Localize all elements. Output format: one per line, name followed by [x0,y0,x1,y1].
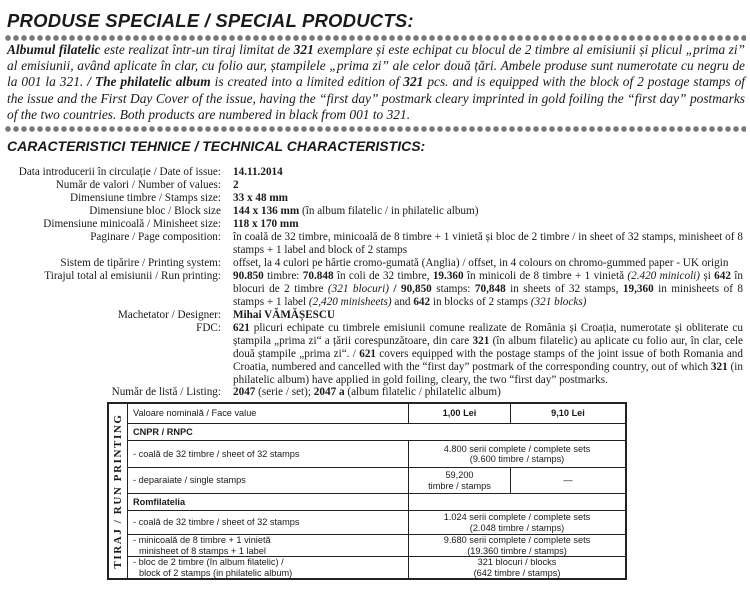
table-vertical-label: TIRAJ / RUN PRINTING [109,404,128,578]
table-row-label: - coală de 32 timbre / sheet of 32 stamps [127,441,409,468]
dotted-divider [4,34,746,42]
table-row-value: 321 blocuri / blocks (642 timbre / stamps) [473,557,561,578]
section-title-technical: CARACTERISTICI TEHNICE / TECHNICAL CHARACTERISTICS: [7,138,426,154]
section-cnpr: CNPR / RNPC [127,424,625,441]
table-row-value: 9.680 serii complete / complete sets (19.360 timbre / stamps) [409,535,625,557]
table-row-value: 59,200 timbre / stamps [409,468,511,494]
col-header-value-1: 1,00 Lei [409,404,511,424]
section-title-special-products: PRODUSE SPECIALE / SPECIAL PRODUCTS: [7,10,414,31]
table-row-label: - bloc de 2 timbre (în album filatelic) / block of 2 stamps (in philatelic album) [127,557,409,578]
table-row-value: 1.024 serii complete / complete sets (2.048 timbre / stamps) [409,511,625,535]
table-row-value: 4.800 serii complete / complete sets (9.600 timbre / stamps) [409,441,625,468]
table-row-label: - minicoală de 8 timbre + 1 vinietă minisheet of 8 stamps + 1 label [127,535,409,557]
section-romfilatelia-empty [409,494,625,511]
section-romfilatelia: Romfilatelia [127,494,409,511]
table-row-label: - coală de 32 timbre / sheet of 32 stamps [127,511,409,535]
table-row-label: - deparaiate / single stamps [127,468,409,494]
run-printing-table [107,402,627,580]
dotted-divider [4,125,746,133]
table-row-value-empty: — [511,468,625,494]
col-header-face-value: Valoare nominală / Face value [127,404,409,424]
col-header-value-2: 9,10 Lei [511,404,625,424]
intro-paragraph: Albumul filatelic este realizat într-un tiraj limitat de 321 exemplare și este echipat cu blocul de 2 timbre al emisiunii și plicul „prima zi” al emisiunii, având aplicate în clar, cu folio aur, ștampilele „prima zi” ale celor două țări. Ambele produse sunt numerotate cu negru de la 001 la 321. / The philatelic album is created into a limited edition of 321 pcs. and is equipped with the block of 2 postage stamps of the issue and the First Day Cover of the issue, having the “first day” postmark cleary imprinted in gold foiling the “first day” postmarks of the two countries. Both products are numbered in black from 001 to 321. [7,42,746,122]
